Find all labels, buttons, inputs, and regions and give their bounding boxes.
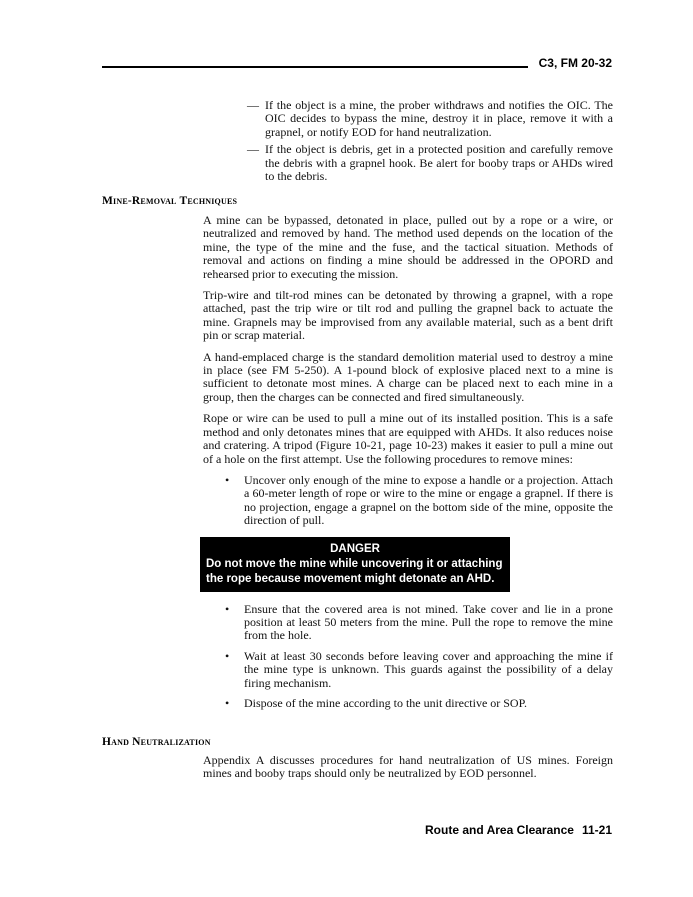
bullet-item (203, 603, 613, 643)
dash-item-text: If the object is debris, get in a protected position and carefully remove the debris with a grapnel hook. Be alert for booby traps or AHDs wired to the debris. (265, 142, 613, 184)
paragraph: A mine can be bypassed, detonated in place, pulled out by a rope or a wire, or neutralized and removed by hand. The method used depends on the location of the mine, the type of the mine and the fuse, and the tactical situation. Methods of removal and actions on finding a mine should be addressed in the OPORD and rehearsed prior to executing the mission. (203, 213, 613, 281)
mine-removal-section (203, 214, 613, 717)
hand-neutralization-heading: Hand Neutralization (102, 736, 211, 748)
dash-marker: — (247, 98, 259, 112)
bullet-item (203, 474, 613, 528)
bullet-text: Wait at least 30 seconds before leaving cover and approaching the mine if the mine type is unknown. This guards against the possibility of a delay firing mechanism. (244, 648, 613, 690)
intro-dash-list (247, 99, 613, 187)
footer-title: Route and Area Clearance (425, 823, 574, 837)
dash-item (247, 143, 613, 183)
header-rule (102, 66, 528, 68)
danger-title: DANGER (330, 542, 380, 555)
dash-item (247, 99, 613, 139)
header-document-id: C3, FM 20-32 (538, 56, 612, 70)
bullet-marker: • (225, 695, 230, 710)
bullet-item (203, 650, 613, 690)
paragraph: Trip-wire and tilt-rod mines can be detonated by throwing a grapnel, with a rope attached, past the trip wire or tilt rod and pulling the grapnel back to actuate the mine. Grapnels may be improvised from any available material, such as a bent drift pin or scrap material. (203, 288, 613, 343)
bullet-marker: • (225, 472, 230, 487)
hand-neutralization-section (203, 754, 613, 789)
bullet-text: Ensure that the covered area is not mined. Take cover and lie in a prone position at least 50 meters from the mine. Pull the rope to remove the mine from the hole. (244, 601, 613, 643)
danger-text: Do not move the mine while uncovering it or attaching the rope because movement might detonate an AHD. (206, 557, 503, 585)
danger-box (200, 537, 510, 592)
bullet-text: Dispose of the mine according to the unit directive or SOP. (244, 695, 527, 710)
bullet-marker: • (225, 601, 230, 616)
paragraph: Rope or wire can be used to pull a mine out of its installed position. This is a safe method and only detonates mines that are equipped with AHDs. It also reduces noise and cratering. A tripod (Figure 10-21, page 10-23) makes it easier to pull a mine out of a hole on the first attempt. Use the following procedures to remove mines: (203, 411, 613, 466)
dash-item-text: If the object is a mine, the prober withdraws and notifies the OIC. The OIC decides to bypass the mine, destroy it in place, remove it with a grapnel, or notify EOD for hand neutralization. (265, 98, 613, 139)
dash-marker: — (247, 142, 259, 157)
paragraph: Appendix A discusses procedures for hand neutralization of US mines. Foreign mines and booby traps should only be neutralized by EOD personnel. (203, 753, 613, 781)
mine-removal-heading: Mine-Removal Techniques (102, 195, 238, 207)
page-number: 11-21 (581, 823, 612, 837)
page-footer (425, 823, 612, 837)
bullet-marker: • (225, 648, 230, 663)
bullet-text: Uncover only enough of the mine to expose a handle or a projection. Attach a 60-meter length of rope or wire to the mine or engage a grapnel. If there is no projection, engage a grapnel on the bottom side of the mine, opposite the direction of pull. (244, 472, 613, 528)
bullet-list (203, 603, 613, 711)
bullet-list (203, 474, 613, 528)
paragraph: A hand-emplaced charge is the standard demolition material used to destroy a mine in place (see FM 5-250). A 1-pound block of explosive placed next to a mine is sufficient to detonate most mines. A charge can be placed next to each mine in a group, then the charges can be connected and fired simultaneously. (203, 349, 613, 404)
bullet-item (203, 697, 613, 710)
